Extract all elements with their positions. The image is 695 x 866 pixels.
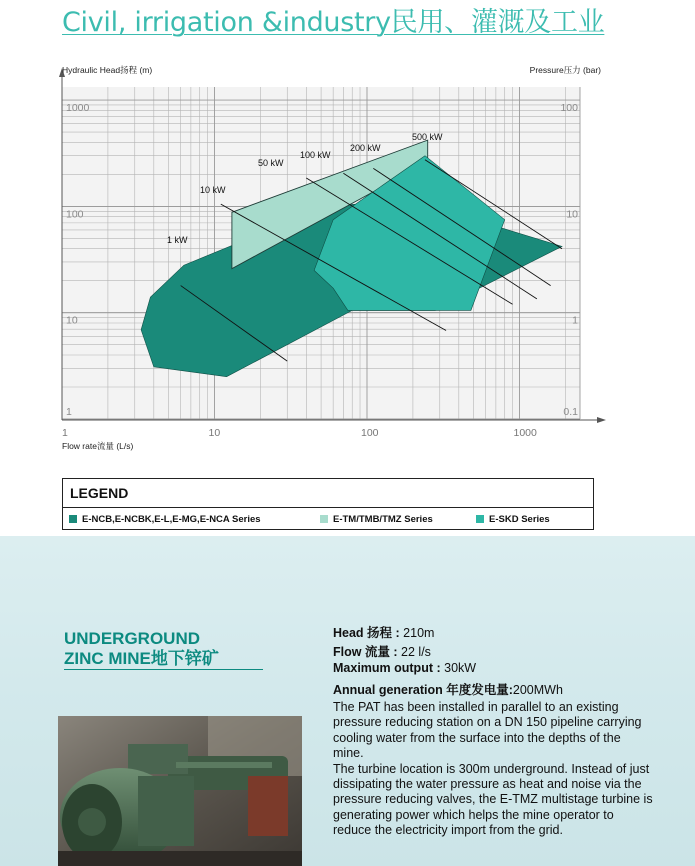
y-tick-label-left: 100 bbox=[66, 208, 84, 221]
spec-annual: Annual generation 年度发电量:200MWh bbox=[333, 683, 563, 697]
legend-swatch bbox=[69, 515, 77, 523]
legend-title: LEGEND bbox=[70, 485, 129, 501]
y-tick-label-left: 1000 bbox=[66, 102, 90, 115]
y-tick-label-right: 10 bbox=[566, 208, 578, 221]
power-line-label: 50 kW bbox=[258, 158, 284, 168]
x-tick-label: 1 bbox=[62, 427, 68, 439]
legend-item-tm: E-TM/TMB/TMZ Series bbox=[320, 514, 433, 525]
x-axis-label: Flow rate流量 (L/s) bbox=[62, 441, 134, 451]
case-study-title: UNDERGROUND ZINC MINE地下锌矿 bbox=[64, 629, 263, 670]
x-tick-label: 1000 bbox=[513, 427, 537, 439]
y-axis-right-label: Pressure压力 (bar) bbox=[529, 65, 601, 75]
legend-swatch bbox=[320, 515, 328, 523]
y-tick-label-left: 1 bbox=[66, 406, 72, 418]
turbine-photo bbox=[58, 716, 302, 866]
power-line-label: 10 kW bbox=[200, 185, 226, 195]
y-axis-left-label: Hydraulic Head扬程 (m) bbox=[62, 65, 153, 75]
case-study-section bbox=[0, 536, 695, 866]
y-tick-label-right: 1 bbox=[572, 314, 578, 327]
x-axis-arrow-icon bbox=[597, 417, 606, 423]
spec-head: Head 扬程 : 210m bbox=[333, 626, 435, 640]
case-description bbox=[333, 700, 653, 839]
power-line-label: 500 kW bbox=[412, 132, 443, 142]
legend bbox=[62, 478, 594, 530]
legend-item-skd: E-SKD Series bbox=[476, 514, 550, 525]
page-title: Civil, irrigation &industry民用、灌溉及工业 bbox=[62, 7, 605, 38]
y-tick-label-left: 10 bbox=[66, 314, 78, 327]
power-line-label: 200 kW bbox=[350, 143, 381, 153]
x-tick-label: 10 bbox=[208, 427, 221, 439]
description-paragraph: The turbine location is 300m underground. Instead of just dissipating the water pressure as heat and noise via the pressure reducing valves, the E-TMZ multistage turbine is generating power which helps the mine operator to reduce the electricity import from the grid. bbox=[333, 761, 653, 838]
y-tick-label-right: 100 bbox=[560, 102, 578, 115]
legend-item-ncb: E-NCB,E-NCBK,E-L,E-MG,E-NCA Series bbox=[69, 514, 261, 525]
legend-swatch bbox=[476, 515, 484, 523]
power-line-label: 100 kW bbox=[300, 150, 331, 160]
spec-flow: Flow 流量 : 22 l/s bbox=[333, 645, 431, 659]
description-paragraph: The PAT has been installed in parallel to an existing pressure reducing station on a DN 150 pipeline carrying cooling water from the surface into the depths of the mine. bbox=[333, 700, 642, 761]
x-tick-label: 100 bbox=[361, 427, 379, 439]
legend-divider bbox=[63, 507, 593, 508]
power-line-label: 1 kW bbox=[167, 235, 188, 245]
spec-output: Maximum output : 30kW bbox=[333, 661, 477, 675]
y-tick-label-right: 0.1 bbox=[563, 406, 578, 418]
